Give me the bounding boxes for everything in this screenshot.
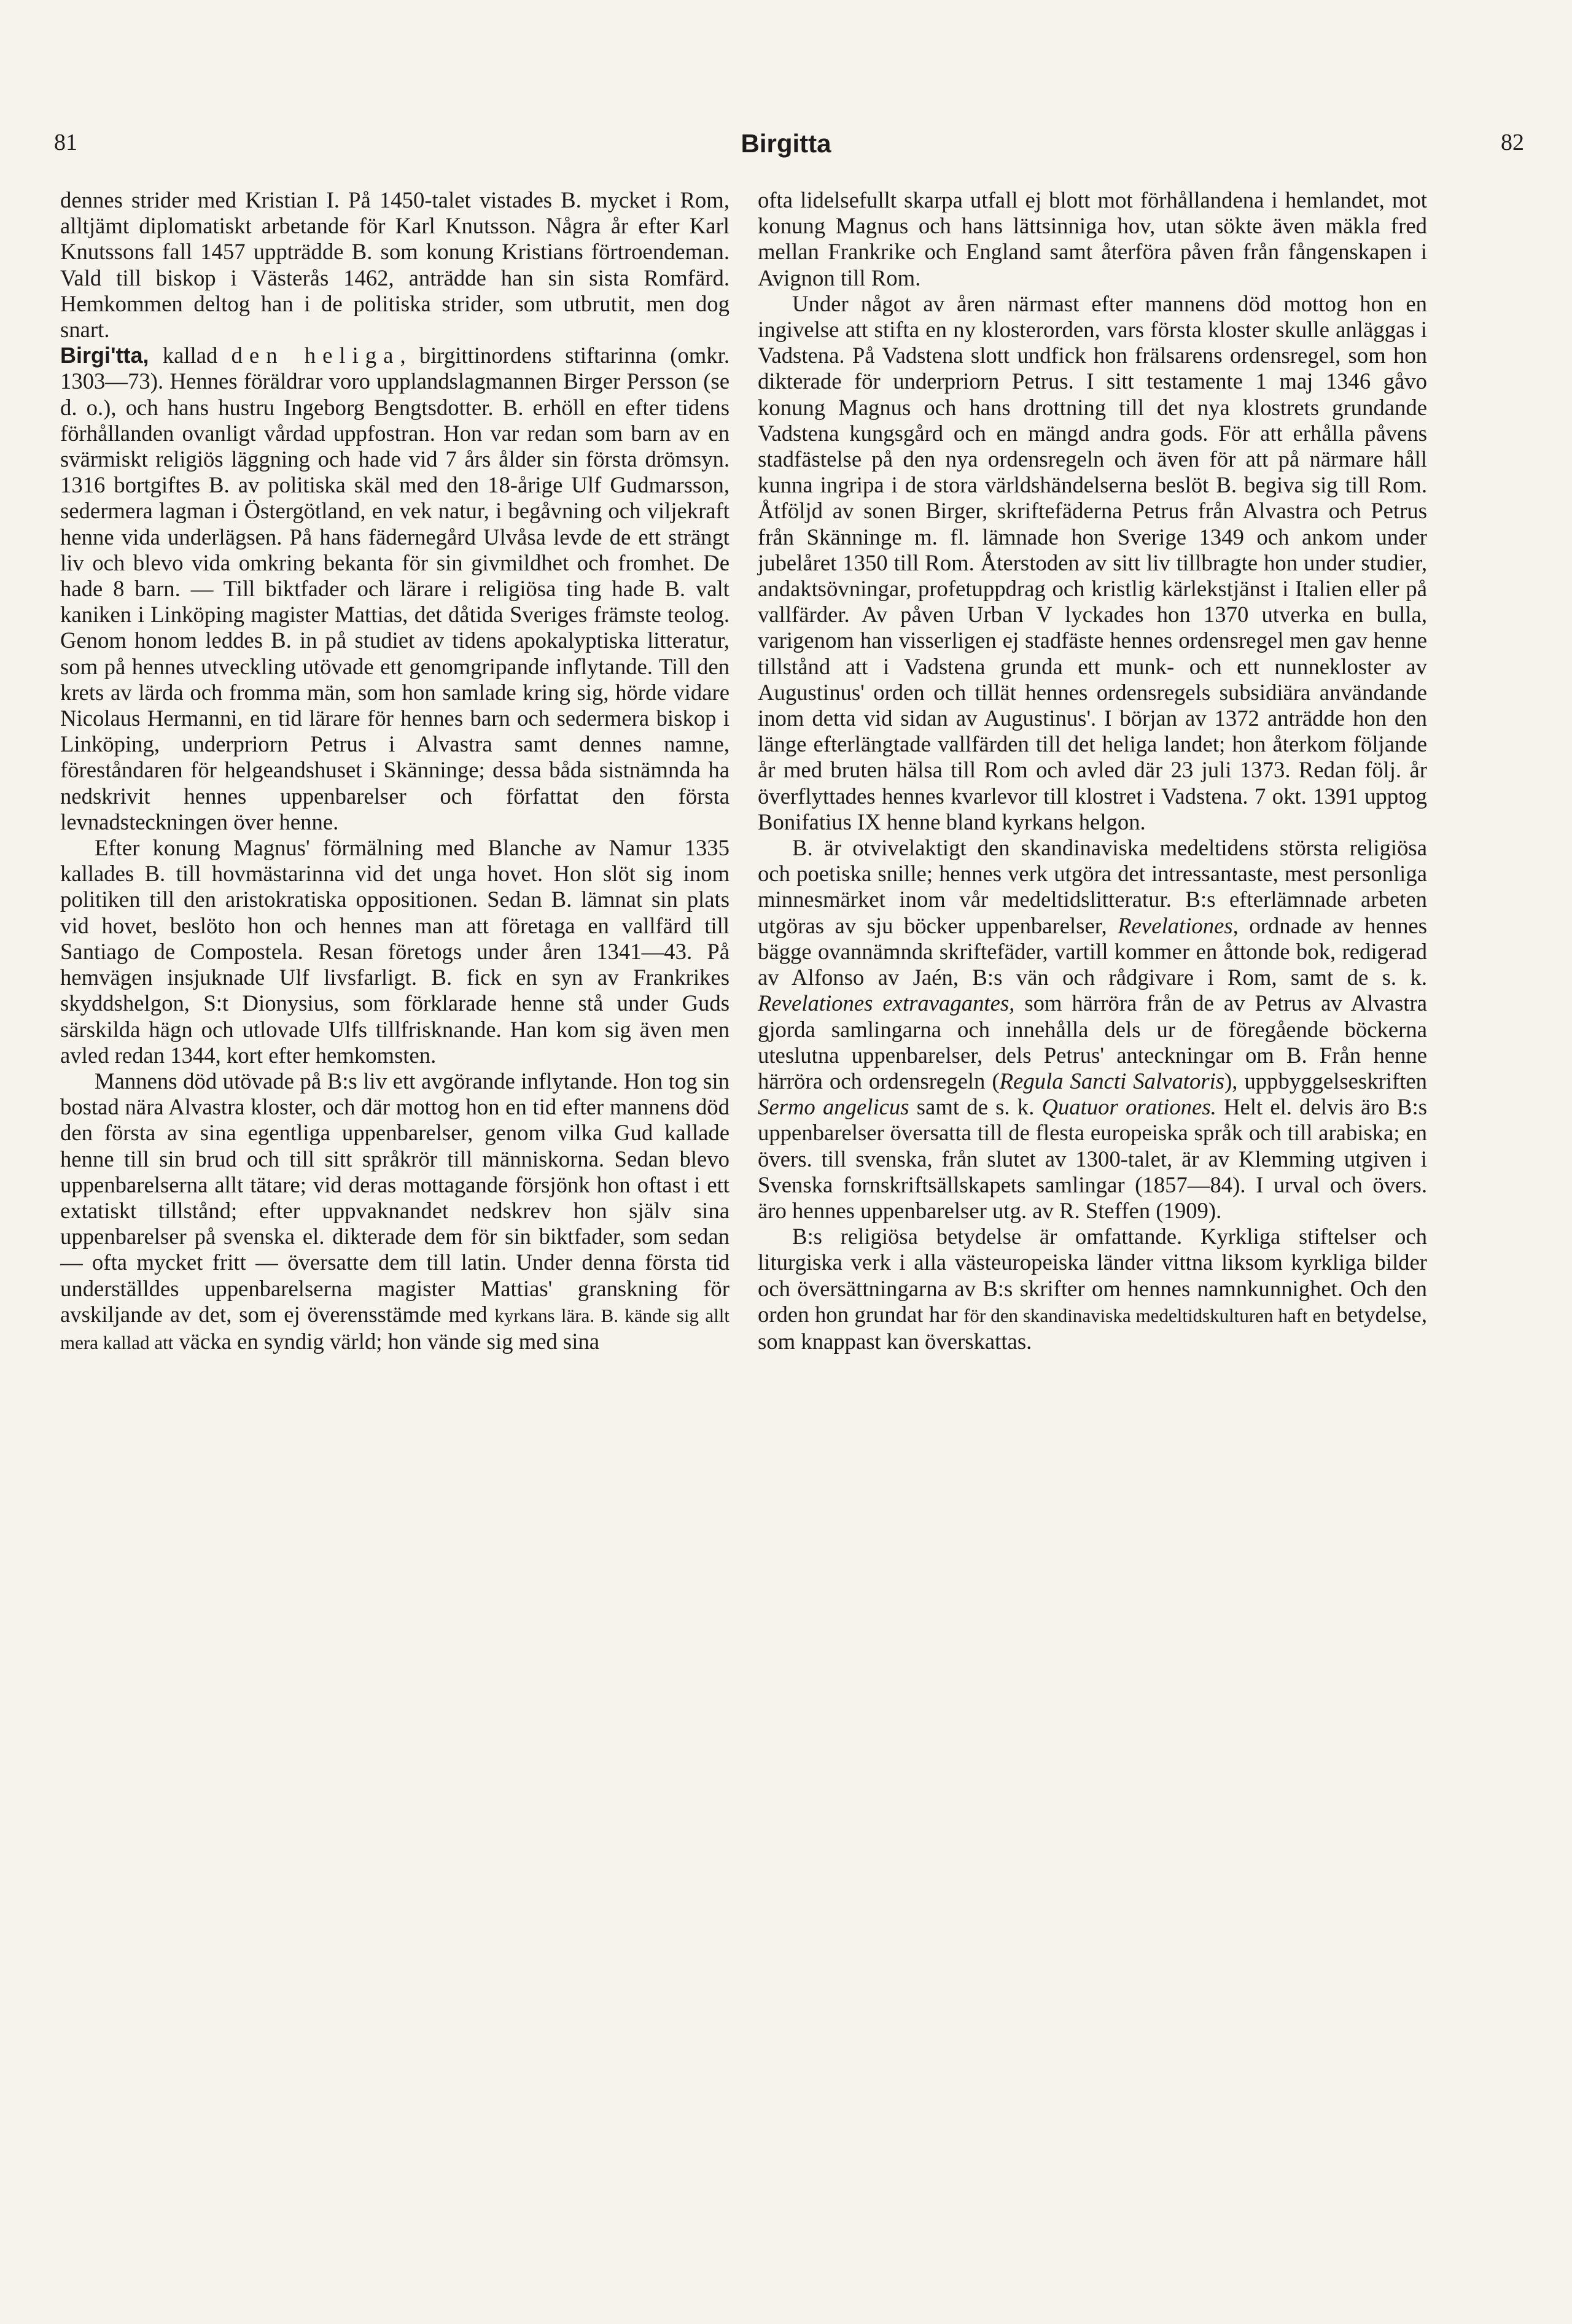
page-number-right: 82 xyxy=(1501,130,1524,155)
entry-birgitta xyxy=(60,343,730,835)
text-run: samt de s. k. xyxy=(909,1094,1042,1120)
paragraph xyxy=(60,1068,730,1356)
work-title: Revelationes extravagantes, xyxy=(758,990,1015,1016)
paragraph: dennes strider med Kristian I. På 1450-talet vistades B. mycket i Rom, alltjämt diplomatiskt arbetande för Karl Knutsson. Några år efter Karl Knutssons fall 1457 uppträdde B. som konung Kristians förtroendeman. Vald till biskop i Västerås 1462, anträdde han sin sista Romfärd. Hemkommen deltog han i de politiska strider, som utbrutit, men dog snart. xyxy=(60,187,730,343)
paragraph xyxy=(758,1224,1427,1354)
text-run: kallad xyxy=(149,343,232,368)
text-run: ), uppbyggelseskriften xyxy=(1224,1068,1427,1094)
paragraph: ofta lidelsefullt skarpa utfall ej blott mot förhållandena i hemlandet, mot konung Magnus och hans lättsinniga hov, utan sökte även mäkla fred mellan Frankrike och England samt återföra påven från fångenskapen i Avignon till Rom. xyxy=(758,187,1427,290)
small-text-run: kyrkans lära. B. kände sig allt mera kallad att xyxy=(60,1304,730,1353)
entry-headword: Birgi'tta, xyxy=(60,343,149,368)
page-header xyxy=(0,129,1572,172)
text-run: som härröra från de av Petrus av Alvastra gjorda samlingarna och innehålla dels ur de föregående böckerna uteslutna uppenbarelser, dels Petrus' anteckningar om B. Från henne härröra och ordensregeln ( xyxy=(758,990,1427,1094)
text-run: Mannens död utövade på B:s liv ett avgörande inflytande. Hon tog sin bostad nära Alvastra kloster, och där mottog hon en tid efter mannens död den första av sina egentliga uppenbarelser, genom vilka Gud kallade henne till sin brud och till sitt språkrör till människorna. Sedan blevo uppenbarelserna allt tätare; vid deras mottagande försjönk hon oftast i ett extatiskt tillstånd; efter uppvaknandet nedskrev hon själv sina uppenbarelser på svenska el. dikterade dem för sin biktfader, som sedan — ofta mycket fritt — översatte dem till latin. Under denna första tid underställdes uppenbarelserna magister Mattias' granskning för avskiljande av det, som ej överensstämde med xyxy=(60,1068,730,1327)
small-text-run: för den skandinaviska medeltidskulturen haft en xyxy=(963,1304,1331,1326)
work-title: Quatuor orationes. xyxy=(1041,1094,1216,1120)
text-run: väcka en syndig värld; hon vände sig med sina xyxy=(173,1328,600,1354)
text-run: Helt el. delvis äro B:s uppenbarelser översatta till de flesta europeiska språk och till arabiska; en övers. till svenska, från slutet av 1300-talet, är av Klemming utgiven i Svenska fornskriftsällskapets samlingar (1857—84). I urval och övers. äro hennes uppenbarelser utg. av R. Steffen (1909). xyxy=(758,1094,1427,1223)
text-run: B. är otvivelaktigt den skandinaviska medeltidens största religiösa och poetiska snille; hennes verk utgöra det intressantaste, mest personliga minnesmärket inom vår medeltidslitteratur. B:s efterlämnade arbeten utgöras av sju böcker uppenbarelser, xyxy=(758,835,1427,938)
paragraph xyxy=(758,835,1427,1224)
right-column xyxy=(758,187,1427,1354)
left-column xyxy=(60,187,730,1356)
work-title: Regula Sancti Salvatoris xyxy=(999,1068,1225,1094)
text-run: , birgittinordens stiftarinna (omkr. 1303—73). Hennes föräldrar voro upplandslagmannen Birger Persson (se d. o.), och hans hustru Ingeborg Bengtsdotter. B. erhöll en efter tidens förhållanden ovanligt vårdad uppfostran. Hon var redan som barn av en svärmiskt religiös läggning och hade vid 7 års ålder sin första drömsyn. 1316 bortgiftes B. av politiska skäl med den 18-årige Ulf Gudmarsson, sedermera lagman i Östergötland, en vek natur, i begåvning och viljekraft henne vida underlägsen. På hans fädernegård Ulvåsa levde de ett strängt liv och blevo vida omkring bekanta för sin givmildhet och fromhet. De hade 8 barn. — Till biktfader och lärare i religiösa ting hade B. valt kaniken i Linköping magister Mattias, det dåtida Sveriges främste teolog. Genom honom leddes B. in på studiet av tidens apokalyptiska litteratur, som på hennes utveckling utövade ett genomgripande inflytande. Till den krets av lärda och fromma män, som hon samlade kring sig, hörde vidare Nicolaus Hermanni, en tid lärare för hennes barn och sedermera biskop i Linköping, underpriorn Petrus i Alvastra samt dennes namne, föreståndaren för helgeandshuset i Skänninge; dessa båda sistnämnda ha nedskrivit hennes uppenbarelser och författat den första levnadsteckningen över henne. xyxy=(60,343,730,834)
work-title: Sermo angelicus xyxy=(758,1094,909,1120)
paragraph: Efter konung Magnus' förmälning med Blanche av Namur 1335 kallades B. till hovmästarinna vid det unga hovet. Hon slöt sig inom politiken till den aristokratiska oppositionen. Sedan B. lämnat sin plats vid hovet, beslöto hon och hennes man att företaga en vallfärd till Santiago de Compostela. Resan företogs under åren 1341—43. På hemvägen insjuknade Ulf livsfarligt. B. fick en syn av Frankrikes skyddshelgon, S:t Dionysius, som förklarade henne stå under Guds särskilda hägn och utlovade Ulfs tillfrisknande. Han kom sig även men avled redan 1344, kort efter hemkomsten. xyxy=(60,835,730,1068)
text-run: B:s religiösa betydelse är omfattande. Kyrkliga stiftelser och liturgiska verk i alla västeuropeiska länder vittna liksom kyrkliga bilder och översättningarna av B:s skrifter om hennes namnkunnighet. Och den orden hon grundat har xyxy=(758,1224,1427,1327)
text-run: ordnade av hennes bägge ovannämnda skriftefäder, vartill kommer en åttonde bok, redigerad av Alfonso av Jaén, B:s vän och rådgivare i Rom, samt de s. k. xyxy=(758,912,1427,990)
entry-epithet: den heliga xyxy=(231,343,400,368)
work-title: Revelationes, xyxy=(1118,912,1239,938)
text-run: betydelse, som knappast kan överskattas. xyxy=(758,1301,1427,1354)
page-number-left: 81 xyxy=(54,130,77,155)
paragraph: Under något av åren närmast efter mannens död mottog hon en ingivelse att stifta en ny klosterorden, vars första kloster skulle anläggas i Vadstena. På Vadstena slott undfick hon frälsarens ordensregel, som hon dikterade för underpriorn Petrus. I sitt testamente 1 maj 1346 gåvo konung Magnus och hans drottning till det nya klostrets grundande Vadstena kungsgård och en mängd andra gods. För att erhålla påvens stadfästelse på den nya ordensregeln och även för att på närmare håll kunna ingripa i de stora världshändelserna beslöt B. begiva sig till Rom. Åtföljd av sonen Birger, skriftefäderna Petrus från Alvastra och Petrus från Skänninge m. fl. lämnade hon Sverige 1349 och ankom under jubelåret 1350 till Rom. Återstoden av sitt liv tillbragte hon under studier, andaktsövningar, profetuppdrag och kristlig kärlekstjänst i Italien eller på vallfärder. Av påven Urban V lyckades hon 1370 utverka en bulla, varigenom han visserligen ej stadfäste hennes ordensregel men gav henne tillstånd att i Vadstena grunda ett munk- och ett nunnekloster av Augustinus' orden och tillät hennes ordensregels subsidiära användande inom detta vid sidan av Augustinus'. I början av 1372 anträdde hon den länge efterlängtade vallfärden till det heliga landet; hon återkom följande år med bruten hälsa till Rom och avled där 23 juli 1373. Redan följ. år överflyttades hennes kvarlevor till klostret i Vadstena. 7 okt. 1391 upptog Bonifatius IX henne bland kyrkans helgon. xyxy=(758,290,1427,834)
running-title: Birgitta xyxy=(741,129,831,158)
